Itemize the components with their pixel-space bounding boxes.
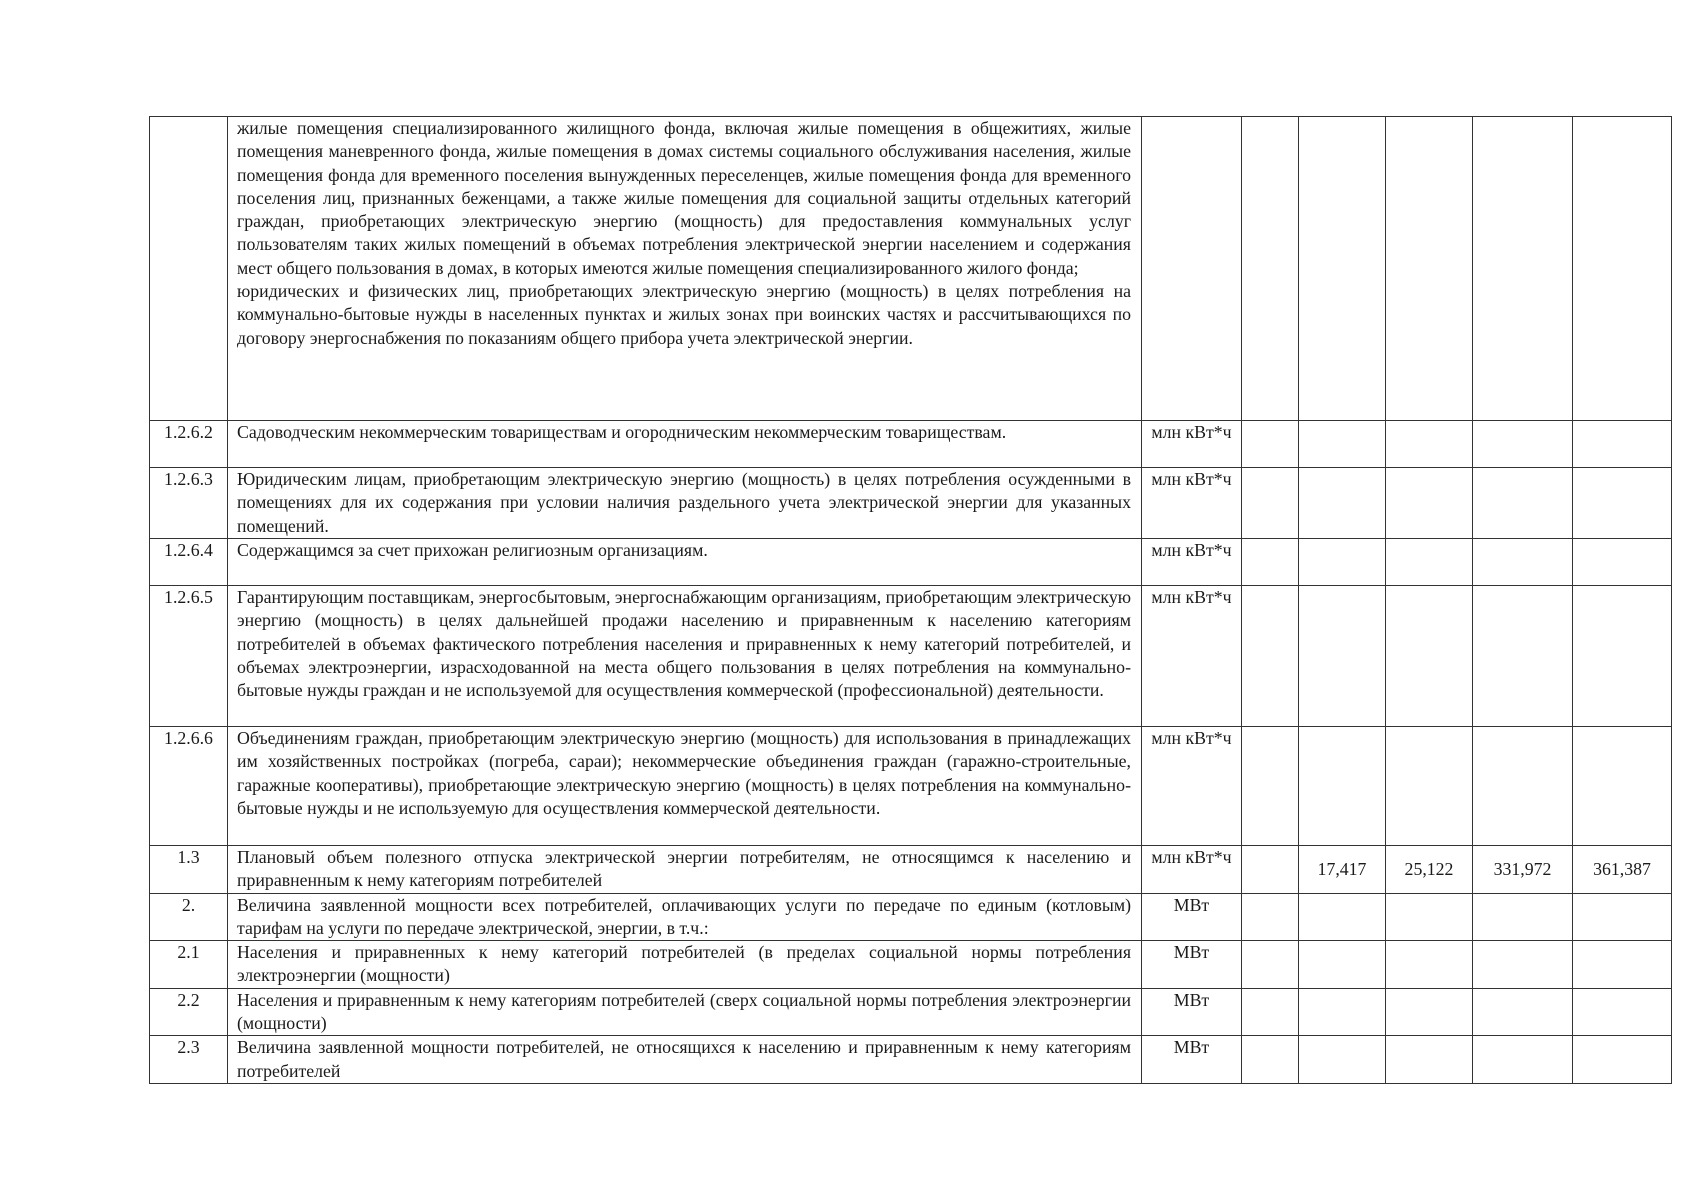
value-cell-4	[1473, 893, 1573, 941]
value-cell-5	[1573, 988, 1672, 1036]
value-cell-4	[1473, 468, 1573, 539]
value-cell-5	[1573, 727, 1672, 846]
table-row	[150, 988, 1672, 1036]
row-description	[228, 117, 1142, 421]
value-cell-5	[1573, 586, 1672, 727]
value-cell-3	[1386, 539, 1473, 586]
table-row	[150, 117, 1672, 421]
value-cell-4	[1473, 1036, 1573, 1084]
value-cell-3	[1386, 1036, 1473, 1084]
value-cell-1	[1242, 539, 1299, 586]
description-paragraph: Содержащимся за счет прихожан религиозным организациям.	[237, 540, 708, 560]
value-cell-5	[1573, 468, 1672, 539]
value-cell-4: 331,972	[1473, 846, 1573, 894]
value-cell-1	[1242, 1036, 1299, 1084]
table-body	[150, 117, 1672, 1084]
row-number: 2.	[150, 893, 228, 941]
row-unit: млн кВт*ч	[1142, 727, 1242, 846]
value-cell-4	[1473, 586, 1573, 727]
row-description	[228, 846, 1142, 894]
value-cell-5	[1573, 539, 1672, 586]
value-cell-4	[1473, 421, 1573, 468]
row-unit: млн кВт*ч	[1142, 846, 1242, 894]
value-cell-1	[1242, 727, 1299, 846]
row-unit: МВт	[1142, 988, 1242, 1036]
value-cell-2	[1299, 988, 1386, 1036]
value-cell-3	[1386, 117, 1473, 421]
value-cell-5	[1573, 893, 1672, 941]
description-paragraph: Населения и приравненным к нему категориям потребителей (сверх социальной нормы потребления электроэнергии (мощности)	[237, 989, 1131, 1034]
row-description	[228, 988, 1142, 1036]
value-cell-3	[1386, 586, 1473, 727]
row-unit: млн кВт*ч	[1142, 539, 1242, 586]
row-number: 2.1	[150, 941, 228, 989]
value-cell-5	[1573, 117, 1672, 421]
row-number: 1.3	[150, 846, 228, 894]
row-unit	[1142, 117, 1242, 421]
description-paragraph: Гарантирующим поставщикам, энергосбытовым, энергоснабжающим организациям, приобретающим электрическую энергию (мощность) в целях дальнейшей продажи населению и приравненным к населению категориям потребителей в объемах фактического потребления населения и приравненных к нему категорий потребителей, и объемах электроэнергии, израсходованной на места общего пользования в целях потребления на коммунально-бытовые нужды граждан и не используемой для осуществления коммерческой (профессиональной) деятельности.	[237, 587, 1131, 701]
table-row	[150, 468, 1672, 539]
value-cell-2	[1299, 117, 1386, 421]
table-row	[150, 727, 1672, 846]
value-cell-5	[1573, 421, 1672, 468]
value-cell-4	[1473, 988, 1573, 1036]
value-cell-2	[1299, 586, 1386, 727]
value-cell-5	[1573, 941, 1672, 989]
row-description	[228, 468, 1142, 539]
row-number: 1.2.6.4	[150, 539, 228, 586]
value-cell-3	[1386, 468, 1473, 539]
table-row	[150, 421, 1672, 468]
value-cell-1	[1242, 941, 1299, 989]
value-cell-2: 17,417	[1299, 846, 1386, 894]
row-unit: млн кВт*ч	[1142, 421, 1242, 468]
value-cell-3: 25,122	[1386, 846, 1473, 894]
description-paragraph: Плановый объем полезного отпуска электрической энергии потребителям, не относящимся к населению и приравненным к нему категориям потребителей	[237, 847, 1131, 891]
tariff-table	[149, 116, 1672, 1084]
value-cell-5: 361,387	[1573, 846, 1672, 894]
description-paragraph: Населения и приравненных к нему категорий потребителей (в пределах социальной нормы потребления электроэнергии (мощности)	[237, 942, 1131, 986]
row-number: 1.2.6.2	[150, 421, 228, 468]
value-cell-2	[1299, 539, 1386, 586]
table-row	[150, 539, 1672, 586]
description-paragraph: Величина заявленной мощности всех потребителей, оплачивающих услуги по передаче по единым (котловым) тарифам на услуги по передаче электрической, энергии, в т.ч.:	[237, 894, 1131, 938]
value-cell-2	[1299, 421, 1386, 468]
row-number	[150, 117, 228, 421]
table-row	[150, 941, 1672, 989]
value-cell-1	[1242, 586, 1299, 727]
description-paragraph: Юридическим лицам, приобретающим электрическую энергию (мощность) в целях потребления осужденными в помещениях для их содержания при условии наличия раздельного учета электрической энергии для указанных помещений.	[237, 469, 1131, 536]
description-paragraph: Садоводческим некоммерческим товариществам и огородническим некоммерческим товариществам.	[237, 422, 1007, 442]
value-cell-4	[1473, 117, 1573, 421]
row-number: 1.2.6.6	[150, 727, 228, 846]
row-description	[228, 1036, 1142, 1084]
row-unit: МВт	[1142, 893, 1242, 941]
value-cell-4	[1473, 539, 1573, 586]
row-description	[228, 539, 1142, 586]
document-page	[149, 116, 1672, 1084]
table-row	[150, 1036, 1672, 1084]
value-cell-4	[1473, 941, 1573, 989]
value-cell-1	[1242, 117, 1299, 421]
description-paragraph: жилые помещения специализированного жилищного фонда, включая жилые помещения в общежитиях, жилые помещения маневренного фонда, жилые помещения в домах системы социального обслуживания населения, жилые помещения фонда для временного поселения вынужденных переселенцев, жилые помещения фонда для временного поселения лиц, признанных беженцами, а также жилые помещения для социальной защиты отдельных категорий граждан, приобретающих электрическую энергию (мощность) для предоставления коммунальных услуг пользователям таких жилых помещений в объемах потребления электрической энергии населением и содержания мест общего пользования в домах, в которых имеются жилые помещения специализированного жилого фонда;	[237, 118, 1131, 278]
value-cell-3	[1386, 421, 1473, 468]
row-number: 2.3	[150, 1036, 228, 1084]
table-row	[150, 586, 1672, 727]
row-description	[228, 586, 1142, 727]
value-cell-5	[1573, 1036, 1672, 1084]
value-cell-2	[1299, 893, 1386, 941]
row-description	[228, 941, 1142, 989]
row-unit: МВт	[1142, 941, 1242, 989]
value-cell-2	[1299, 1036, 1386, 1084]
row-unit: млн кВт*ч	[1142, 468, 1242, 539]
value-cell-3	[1386, 727, 1473, 846]
value-cell-2	[1299, 468, 1386, 539]
row-unit: МВт	[1142, 1036, 1242, 1084]
value-cell-3	[1386, 941, 1473, 989]
row-description	[228, 893, 1142, 941]
table-row	[150, 846, 1672, 894]
value-cell-1	[1242, 846, 1299, 894]
description-paragraph: Объединениям граждан, приобретающим электрическую энергию (мощность) для использования в принадлежащих им хозяйственных постройках (погреба, сараи); некоммерческие объединения граждан (гаражно-строительные, гаражные кооперативы), приобретающие электрическую энергию (мощность) в целях потребления на коммунально-бытовые нужды и не используемую для осуществления коммерческой деятельности.	[237, 728, 1131, 818]
value-cell-2	[1299, 941, 1386, 989]
value-cell-4	[1473, 727, 1573, 846]
table-row	[150, 893, 1672, 941]
value-cell-1	[1242, 988, 1299, 1036]
value-cell-3	[1386, 988, 1473, 1036]
value-cell-2	[1299, 727, 1386, 846]
row-number: 1.2.6.3	[150, 468, 228, 539]
row-number: 2.2	[150, 988, 228, 1036]
value-cell-1	[1242, 468, 1299, 539]
row-unit: млн кВт*ч	[1142, 586, 1242, 727]
row-number: 1.2.6.5	[150, 586, 228, 727]
row-description	[228, 727, 1142, 846]
value-cell-1	[1242, 421, 1299, 468]
row-description	[228, 421, 1142, 468]
description-paragraph: Величина заявленной мощности потребителей, не относящихся к населению и приравненным к нему категориям потребителей	[237, 1037, 1131, 1081]
value-cell-3	[1386, 893, 1473, 941]
value-cell-1	[1242, 893, 1299, 941]
description-paragraph: юридических и физических лиц, приобретающих электрическую энергию (мощность) в целях потребления на коммунально-бытовые нужды в населенных пунктах и жилых зонах при воинских частях и рассчитывающихся по договору энергоснабжения по показаниям общего прибора учета электрической энергии.	[237, 281, 1131, 348]
